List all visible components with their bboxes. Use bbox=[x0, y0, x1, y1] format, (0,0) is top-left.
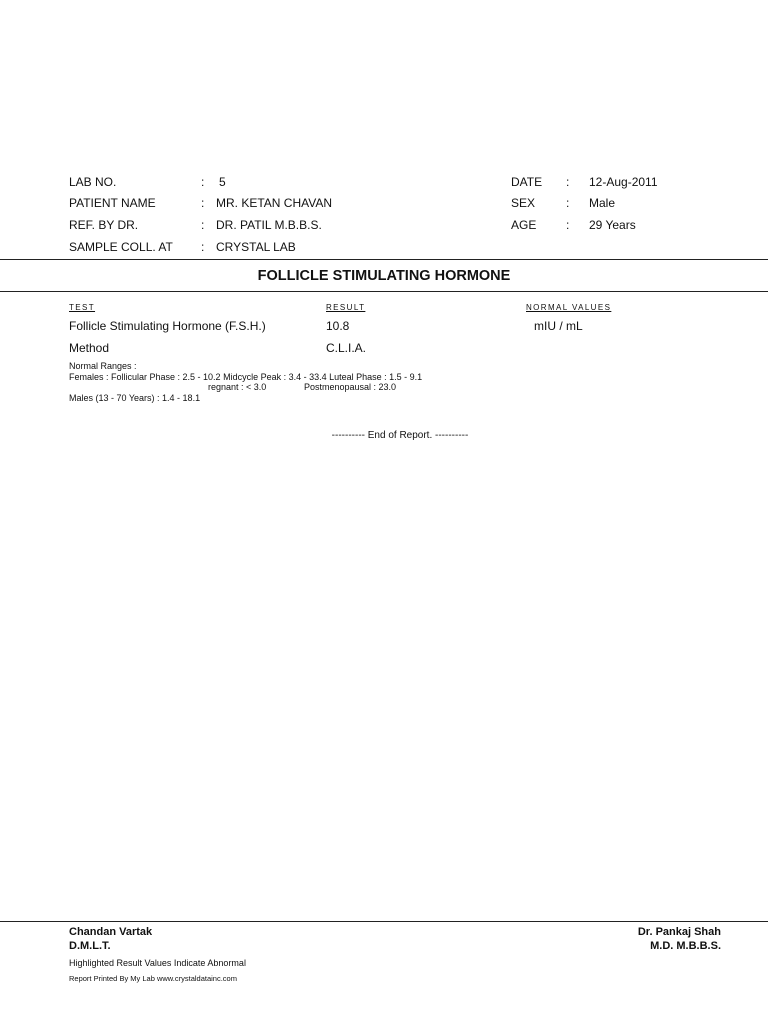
lab-no-value: 5 bbox=[219, 175, 226, 189]
age-sep: : bbox=[566, 218, 570, 232]
ranges-pregnant: regnant : < 3.0 bbox=[208, 382, 267, 392]
lab-no-sep: : bbox=[201, 175, 205, 189]
header-divider-bottom bbox=[0, 291, 768, 292]
column-test: TEST bbox=[69, 303, 96, 312]
doctor-name: Dr. Pankaj Shah bbox=[637, 926, 721, 938]
ranges-heading: Normal Ranges : bbox=[69, 361, 137, 371]
age-value: 29 Years bbox=[589, 218, 636, 232]
footer-divider bbox=[0, 921, 768, 922]
printed-by: Report Printed By My Lab www.crystaldatainc.com bbox=[69, 974, 237, 983]
patient-name-value: MR. KETAN CHAVAN bbox=[216, 196, 333, 210]
test-name: Follicle Stimulating Hormone (F.S.H.) bbox=[69, 319, 266, 333]
date-sep: : bbox=[566, 175, 570, 189]
method-label: Method bbox=[69, 341, 110, 355]
patient-name-label: PATIENT NAME bbox=[69, 196, 156, 210]
date-value: 12-Aug-2011 bbox=[589, 175, 658, 189]
test-normal-values: mIU / mL bbox=[534, 319, 583, 333]
ranges-postmenopausal: Postmenopausal : 23.0 bbox=[304, 382, 397, 392]
sex-value: Male bbox=[589, 196, 616, 210]
doctor-degree: M.D. M.B.B.S. bbox=[650, 940, 721, 952]
test-result: 10.8 bbox=[326, 319, 350, 333]
sample-coll-value: CRYSTAL LAB bbox=[216, 240, 296, 254]
end-of-report: ---------- End of Report. ---------- bbox=[331, 430, 469, 441]
sex-sep: : bbox=[566, 196, 570, 210]
patient-name-sep: : bbox=[201, 196, 205, 210]
report-title: FOLLICLE STIMULATING HORMONE bbox=[257, 268, 511, 284]
ranges-males: Males (13 - 70 Years) : 1.4 - 18.1 bbox=[69, 393, 201, 403]
lab-no-label: LAB NO. bbox=[69, 175, 117, 189]
ref-by-sep: : bbox=[201, 218, 205, 232]
technician-degree: D.M.L.T. bbox=[69, 940, 111, 952]
ref-by-label: REF. BY DR. bbox=[69, 218, 139, 232]
column-normal-values: NORMAL VALUES bbox=[526, 303, 612, 312]
technician-name: Chandan Vartak bbox=[69, 926, 153, 938]
method-value: C.L.I.A. bbox=[326, 341, 367, 355]
ref-by-value: DR. PATIL M.B.B.S. bbox=[216, 218, 322, 232]
sample-coll-label: SAMPLE COLL. AT bbox=[69, 240, 173, 254]
ranges-females: Females : Follicular Phase : 2.5 - 10.2 Midcycle Peak : 3.4 - 33.4 Luteal Phase : 1.5 - 9.1 bbox=[69, 372, 423, 382]
age-label: AGE bbox=[511, 218, 537, 232]
abnormal-note: Highlighted Result Values Indicate Abnormal bbox=[69, 958, 246, 968]
date-label: DATE bbox=[511, 175, 543, 189]
sample-coll-sep: : bbox=[201, 240, 205, 254]
sex-label: SEX bbox=[511, 196, 536, 210]
column-result: RESULT bbox=[326, 303, 366, 312]
header-divider-top bbox=[0, 259, 768, 260]
